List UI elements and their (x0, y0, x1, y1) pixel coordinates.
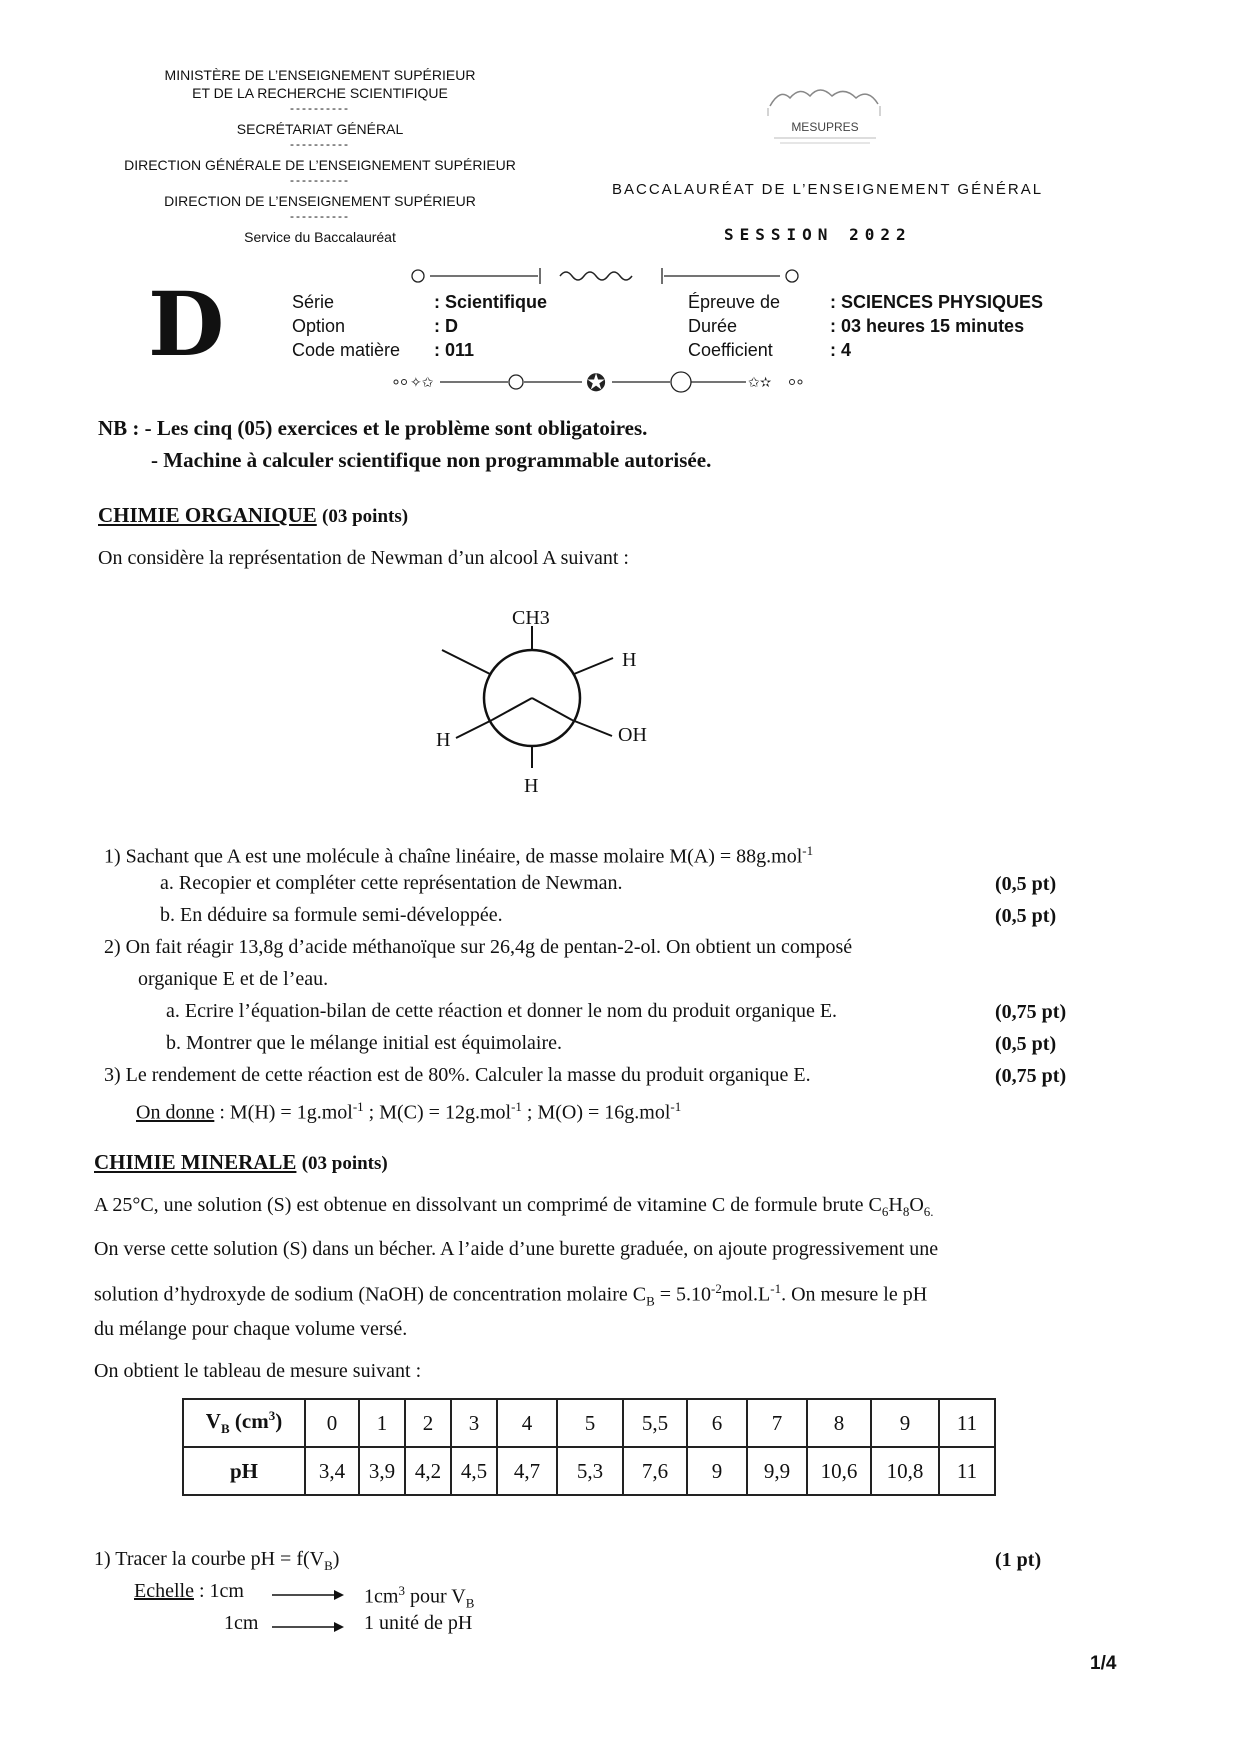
organique-q2a-points: (0,75 pt) (995, 1001, 1067, 1023)
table-cell: 4,5 (451, 1447, 497, 1495)
nb-line-2: - Machine à calculer scientifique non programmable autorisée. (151, 448, 712, 472)
section-points: (03 points) (322, 506, 409, 527)
minerale-table-intro: On obtient le tableau de mesure suivant : (94, 1360, 422, 1382)
minerale-q1 (94, 1546, 339, 1579)
measurement-table (182, 1398, 996, 1496)
sub: B (324, 1558, 333, 1573)
ministry-line-2: ET DE LA RECHERCHE SCIENTIFIQUE (192, 85, 448, 101)
donnees-o: ; M(O) = 16g.mol (521, 1101, 671, 1124)
table-cell: 11 (939, 1447, 995, 1495)
echelle-1a: : 1cm (193, 1580, 244, 1602)
newman-projection (420, 600, 680, 800)
table-header-vb: $V_B$ $(cm^3)$ (183, 1399, 305, 1447)
table-header-ph: pH (183, 1447, 305, 1495)
line3c: mol.L (721, 1283, 771, 1306)
nb-line-1: NB : - Les cinq (05) exercices et le problème sont obligatoires. (98, 416, 648, 440)
code-label: Code matière (292, 340, 401, 360)
newman-right-label: OH (618, 724, 647, 746)
q1-end: ) (332, 1548, 340, 1570)
logo-text: MESUPRES (791, 120, 859, 134)
section-title: CHIMIE ORGANIQUE (98, 503, 317, 527)
page-number: 1/4 (1090, 1653, 1117, 1674)
sub: B (646, 1293, 655, 1309)
organique-q3-points: (0,75 pt) (995, 1065, 1067, 1087)
code-value: : 011 (434, 340, 475, 360)
ministry-block (100, 66, 540, 246)
section-chimie-minerale-title (94, 1150, 388, 1175)
table-row (183, 1399, 995, 1447)
organique-q1 (104, 838, 813, 870)
direction: DIRECTION DE L’ENSEIGNEMENT SUPÉRIEUR (164, 193, 476, 209)
table-cell: 0 (305, 1399, 359, 1447)
duree-label: Durée (688, 316, 738, 336)
direction-generale: DIRECTION GÉNÉRALE DE L’ENSEIGNEMENT SUPÉRIEUR (124, 157, 516, 173)
organique-donnees (136, 1094, 681, 1126)
exam-info-left-values (434, 290, 547, 362)
newman-right-top-label: H (622, 649, 637, 671)
echelle-line-1 (134, 1578, 244, 1604)
table-cell: 1 (359, 1399, 405, 1447)
q1-text: 1) Sachant que A est une molécule à chaîne linéaire, de masse molaire M(A) = 88g.mol (104, 845, 803, 868)
minerale-line-4: du mélange pour chaque volume versé. (94, 1318, 408, 1340)
line3b: = 5.10 (654, 1283, 712, 1306)
h: H (888, 1194, 903, 1216)
line3d: . On mesure le pH (781, 1283, 928, 1306)
ministry-line-1: MINISTÈRE DE L’ENSEIGNEMENT SUPÉRIEUR (164, 67, 476, 83)
minerale-line-2: On verse cette solution (S) dans un bécher. A l’aide d’une burette graduée, on ajoute progressivement une (94, 1238, 939, 1260)
nb-block (98, 412, 711, 476)
table-cell: 4,2 (405, 1447, 451, 1495)
organique-q2b-points: (0,5 pt) (995, 1033, 1057, 1055)
separator: ---------- (290, 209, 350, 223)
table-cell: 9 (687, 1447, 747, 1495)
donnees-h: : M(H) = 1g.mol (214, 1101, 353, 1124)
coef-label: Coefficient (688, 340, 773, 360)
option-label: Option (292, 316, 346, 336)
minerale-q1-points: (1 pt) (995, 1549, 1042, 1571)
sup: -1 (670, 1099, 682, 1114)
table-cell: 3 (451, 1399, 497, 1447)
table-row (183, 1447, 995, 1495)
sup: -2 (711, 1281, 722, 1296)
separator: ---------- (290, 101, 350, 115)
serie-label: Série (292, 292, 335, 312)
arrow-icon (272, 1620, 344, 1638)
table-cell: 11 (939, 1399, 995, 1447)
sup: 3 (398, 1583, 405, 1598)
minerale-line-1 (94, 1192, 934, 1225)
organique-q1a-points: (0,5 pt) (995, 873, 1057, 895)
exam-info-left-labels (292, 290, 400, 362)
table-cell: 9 (871, 1399, 939, 1447)
sub: B (465, 1595, 475, 1611)
newman-bottom-label: H (524, 775, 539, 797)
arrow-icon (272, 1588, 344, 1606)
echelle-line-2-right: 1 unité de pH (364, 1612, 473, 1634)
table-cell: 2 (405, 1399, 451, 1447)
minerale-line-3 (94, 1276, 927, 1315)
bac-title: BACCALAURÉAT DE L’ENSEIGNEMENT GÉNÉRAL (612, 181, 1044, 198)
exam-info-right-labels (688, 290, 780, 362)
table-cell: 7 (747, 1399, 807, 1447)
q1-sup: -1 (802, 843, 814, 858)
section-chimie-organique-title (98, 503, 408, 528)
series-letter: D (148, 272, 221, 376)
table-cell: 4 (497, 1399, 557, 1447)
option-value: : D (434, 316, 458, 336)
ornament-bottom (390, 367, 810, 397)
sub: 6 (881, 1204, 889, 1219)
table-cell: 5,3 (557, 1447, 623, 1495)
separator: ---------- (290, 173, 350, 187)
table-cell: 7,6 (623, 1447, 687, 1495)
table-cell: 10,8 (871, 1447, 939, 1495)
line1-text: A 25°C, une solution (S) est obtenue en dissolvant un comprimé de vitamine C de formule brute C (94, 1194, 882, 1216)
q1-text: 1) Tracer la courbe pH = f(V (94, 1548, 325, 1570)
table-cell: 3,9 (359, 1447, 405, 1495)
newman-left-label: H (436, 729, 451, 751)
mesupres-logo (760, 78, 890, 150)
section-title: CHIMIE MINERALE (94, 1150, 297, 1174)
newman-top-label: CH3 (512, 607, 550, 629)
sup: -1 (770, 1281, 782, 1296)
table-cell: 8 (807, 1399, 871, 1447)
table-cell: 5,5 (623, 1399, 687, 1447)
organique-q2-line2: organique E et de l’eau. (138, 968, 329, 990)
table-cell: 6 (687, 1399, 747, 1447)
coef-value: : 4 (830, 340, 852, 360)
table-cell: 3,4 (305, 1447, 359, 1495)
exam-info-right-values (830, 290, 1043, 362)
sup: -1 (511, 1099, 522, 1114)
organique-q3: 3) Le rendement de cette réaction est de 80%. Calculer la masse du produit organique E. (104, 1064, 811, 1086)
separator: ---------- (290, 137, 350, 151)
organique-q2a: a. Ecrire l’équation-bilan de cette réaction et donner le nom du produit organique E. (166, 1000, 838, 1022)
o: O (909, 1194, 924, 1216)
section-points: (03 points) (301, 1153, 388, 1174)
table-cell: 4,7 (497, 1447, 557, 1495)
duree-value: : 03 heures 15 minutes (830, 316, 1025, 336)
organique-intro: On considère la représentation de Newman d’un alcool A suivant : (98, 547, 629, 569)
organique-q1b: b. En déduire sa formule semi-développée. (160, 904, 503, 926)
line3a: solution d’hydroxyde de sodium (NaOH) de concentration molaire C (94, 1283, 647, 1306)
ornament-top (410, 265, 810, 287)
secretariat: SECRÉTARIAT GÉNÉRAL (236, 121, 404, 137)
echelle-label: Echelle (134, 1580, 194, 1602)
donnees-label: On donne (136, 1101, 215, 1124)
echelle-1b: 1cm (364, 1585, 399, 1608)
donnees-c: ; M(C) = 12g.mol (363, 1101, 512, 1124)
svg-text:✪: ✪ (586, 371, 607, 397)
sub: 8 (902, 1204, 910, 1219)
session: SESSION 2022 (724, 225, 912, 244)
serie-value: : Scientifique (434, 292, 548, 312)
organique-q2b: b. Montrer que le mélange initial est équimolaire. (166, 1032, 562, 1054)
service: Service du Baccalauréat (244, 229, 396, 245)
epreuve-value: : SCIENCES PHYSIQUES (830, 292, 1044, 312)
sub: 6. (923, 1204, 934, 1219)
epreuve-label: Épreuve de (688, 292, 781, 312)
echelle-1c: pour V (404, 1585, 466, 1608)
table-cell: 9,9 (747, 1447, 807, 1495)
echelle-line-2: 1cm (224, 1612, 259, 1634)
table-cell: 10,6 (807, 1447, 871, 1495)
table-cell: 5 (557, 1399, 623, 1447)
organique-q1a: a. Recopier et compléter cette représentation de Newman. (160, 872, 623, 894)
sup: -1 (352, 1099, 364, 1114)
svg-text:✧✩: ✧✩ (410, 376, 434, 391)
svg-text:✩✫: ✩✫ (748, 376, 772, 391)
organique-q1b-points: (0,5 pt) (995, 905, 1057, 927)
organique-q2-line1: 2) On fait réagir 13,8g d’acide méthanoïque sur 26,4g de pentan-2-ol. On obtient un composé (104, 936, 853, 958)
